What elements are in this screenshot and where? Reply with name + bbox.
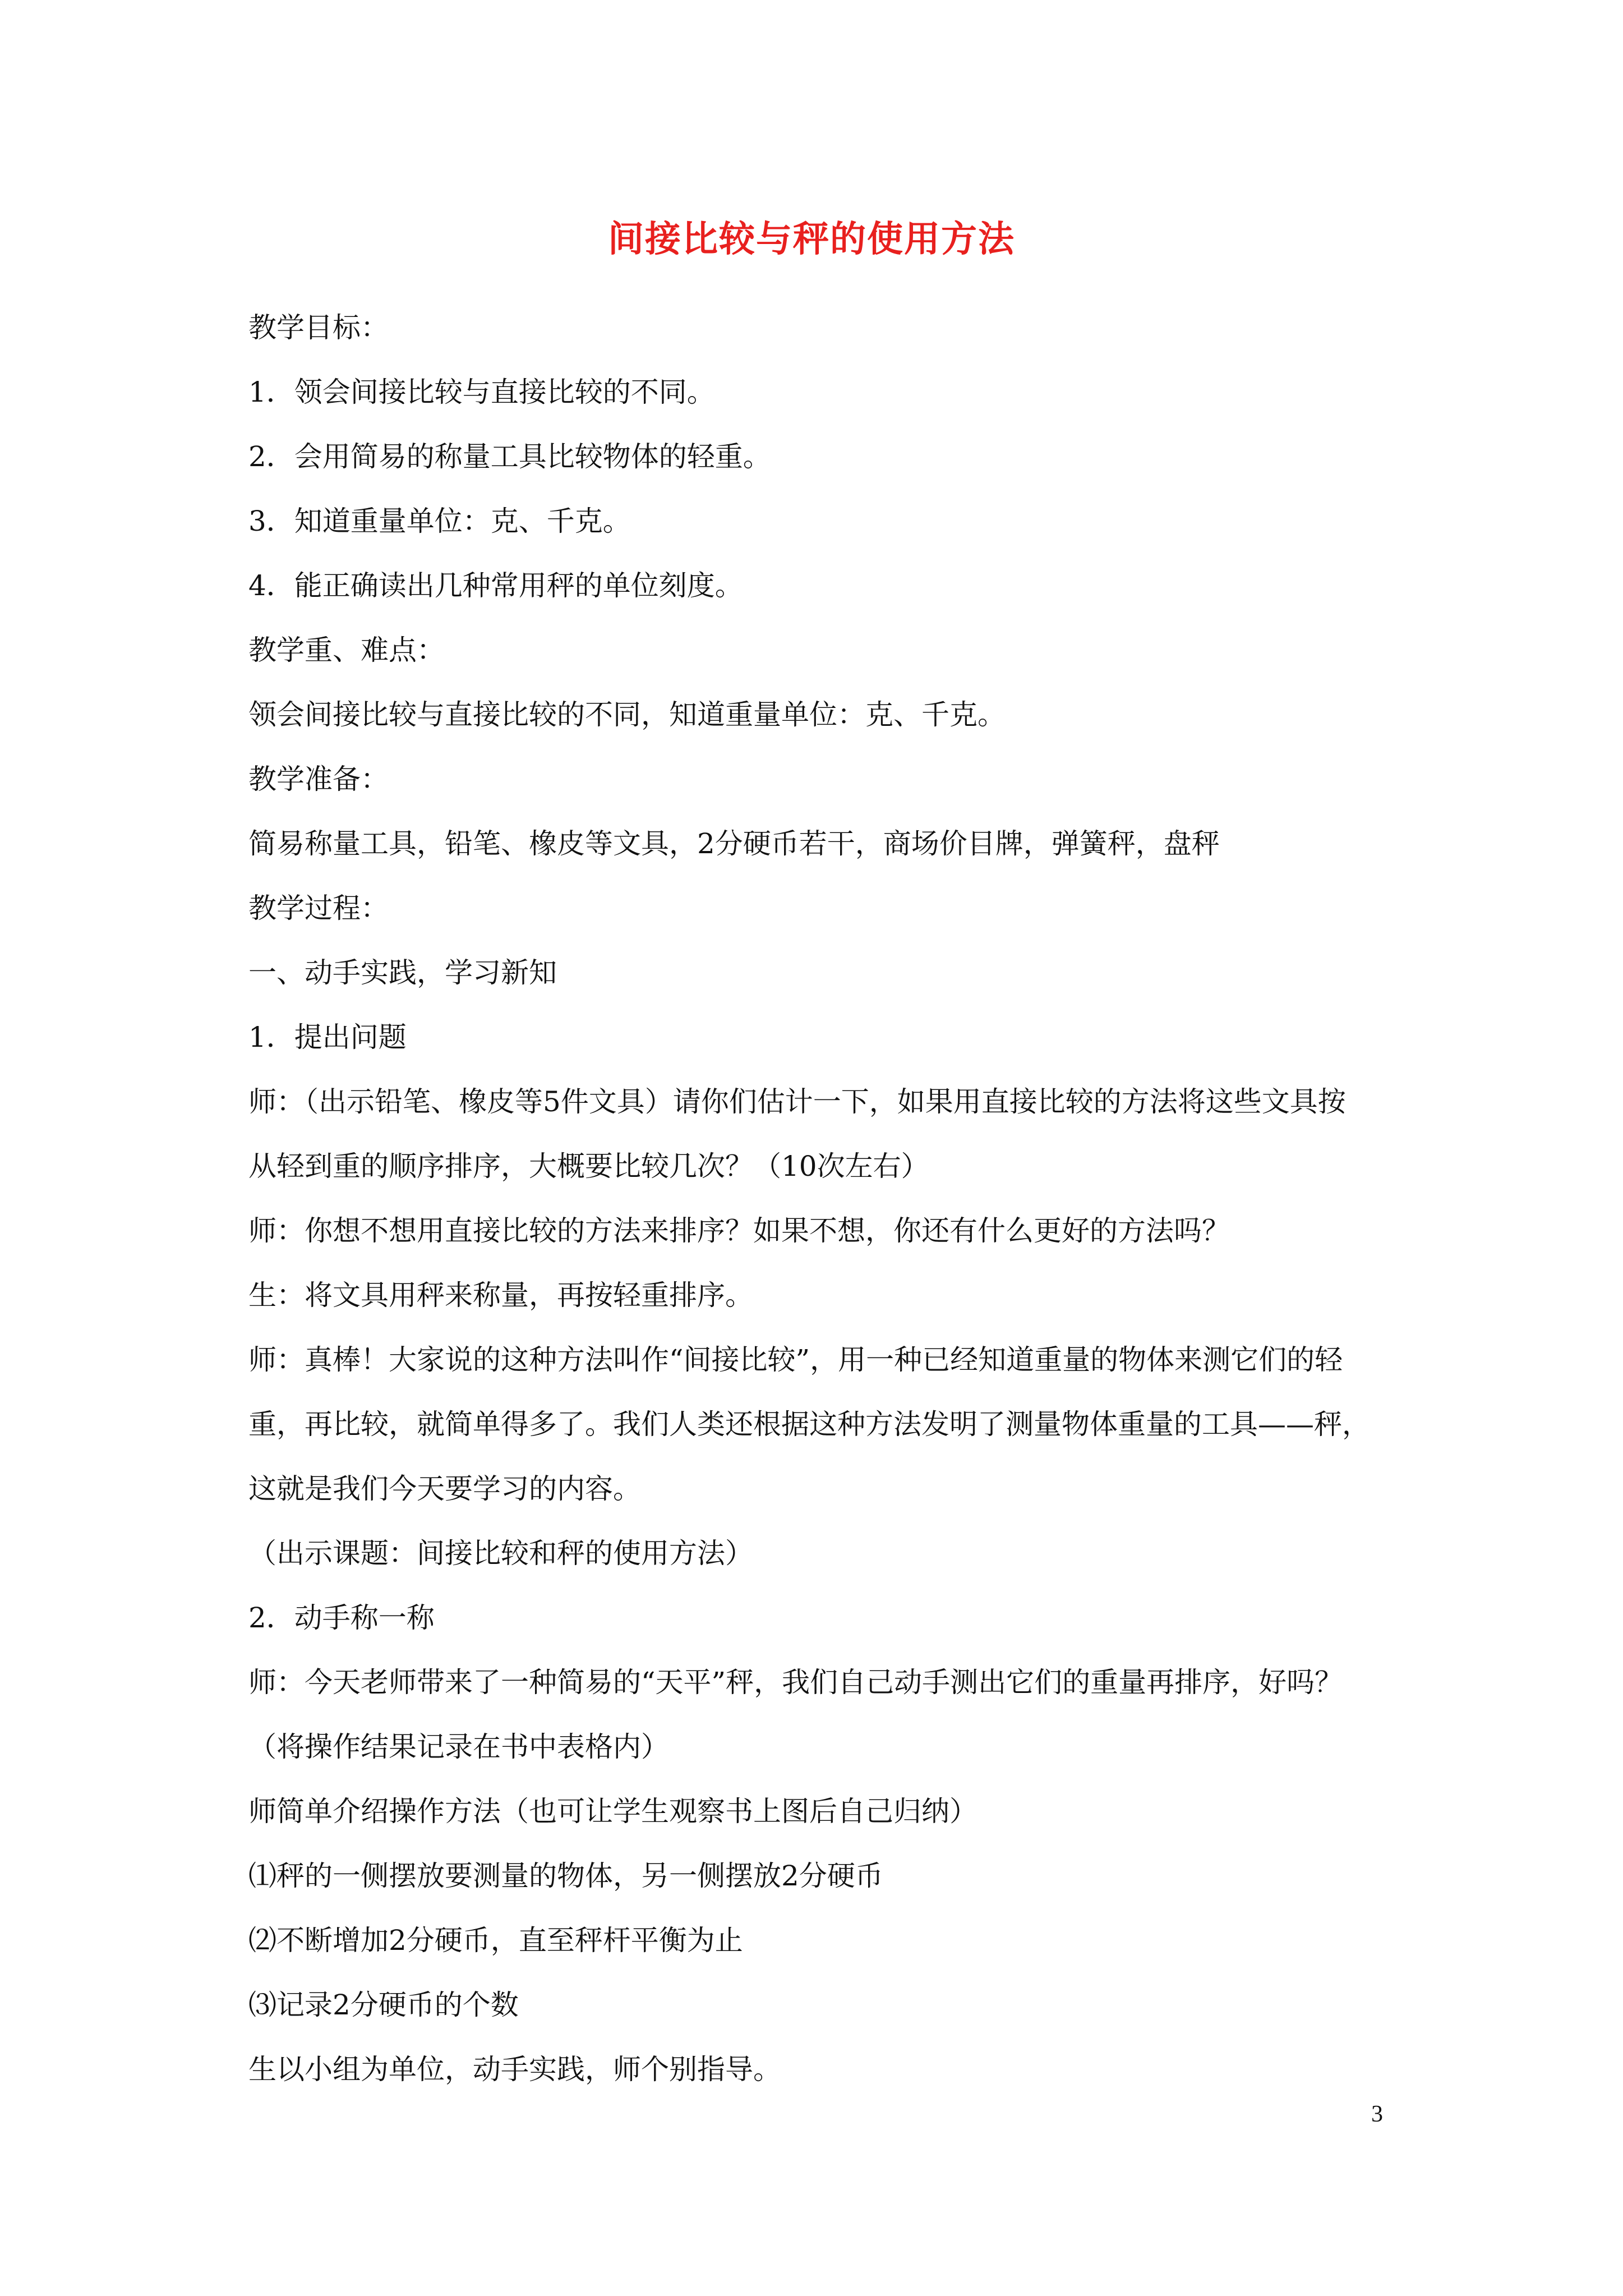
objective-item-1: 1．领会间接比较与直接比较的不同。 [248,376,715,408]
paragraph-line: 生：将文具用秤来称量，再按轻重排序。 [248,1279,753,1312]
preparation-text: 简易称量工具，铅笔、橡皮等文具，2分硬币若干，商场价目牌，弹簧秤，盘秤 [248,827,1220,860]
key-points-text: 领会间接比较与直接比较的不同，知道重量单位：克、千克。 [248,698,1006,731]
paragraph-line: （出示课题：间接比较和秤的使用方法） [248,1537,753,1570]
process-step-1-heading: 1．提出问题 [248,1021,407,1053]
operation-step-2: ⑵不断增加2分硬币，直至秤杆平衡为止 [248,1924,743,1957]
section-heading-objectives: 教学目标： [248,311,389,344]
paragraph-line: 师：你想不想用直接比较的方法来排序？如果不想，你还有什么更好的方法吗？ [248,1214,1230,1247]
page-title: 间接比较与秤的使用方法 [608,218,1015,260]
operation-step-1: ⑴秤的一侧摆放要测量的物体，另一侧摆放2分硬币 [248,1860,883,1892]
paragraph-line: 师：真棒！大家说的这种方法叫作“间接比较”，用一种已经知道重量的物体来测它们的轻 [248,1343,1343,1376]
document-body [248,296,1393,2102]
objective-item-3: 3．知道重量单位：克、千克。 [248,505,631,537]
paragraph-line: 这就是我们今天要学习的内容。 [248,1473,641,1505]
section-heading-key-points: 教学重、难点： [248,634,445,666]
paragraph-line: 重，再比较，就简单得多了。我们人类还根据这种方法发明了测量物体重量的工具——秤， [248,1408,1370,1441]
paragraph-line: 从轻到重的顺序排序，大概要比较几次？（10次左右） [248,1150,929,1182]
paragraph-line: 生以小组为单位，动手实践，师个别指导。 [248,2053,781,2086]
paragraph-line: 师简单介绍操作方法（也可让学生观察书上图后自己归纳） [248,1795,978,1828]
operation-step-3: ⑶记录2分硬币的个数 [248,1989,519,2021]
objective-item-2: 2．会用简易的称量工具比较物体的轻重。 [248,440,771,473]
process-part-1-heading: 一、动手实践，学习新知 [248,956,557,989]
section-heading-process: 教学过程： [248,892,389,924]
objective-item-4: 4．能正确读出几种常用秤的单位刻度。 [248,569,743,602]
section-heading-preparation: 教学准备： [248,763,389,795]
process-step-2-heading: 2．动手称一称 [248,1602,435,1634]
paragraph-line: 师：（出示铅笔、橡皮等5件文具）请你们估计一下，如果用直接比较的方法将这些文具按 [248,1085,1346,1118]
page-number: 3 [1371,2101,1383,2127]
paragraph-line: 师：今天老师带来了一种简易的“天平”秤，我们自己动手测出它们的重量再排序，好吗？ [248,1666,1343,1699]
paragraph-line: （将操作结果记录在书中表格内） [248,1731,669,1763]
